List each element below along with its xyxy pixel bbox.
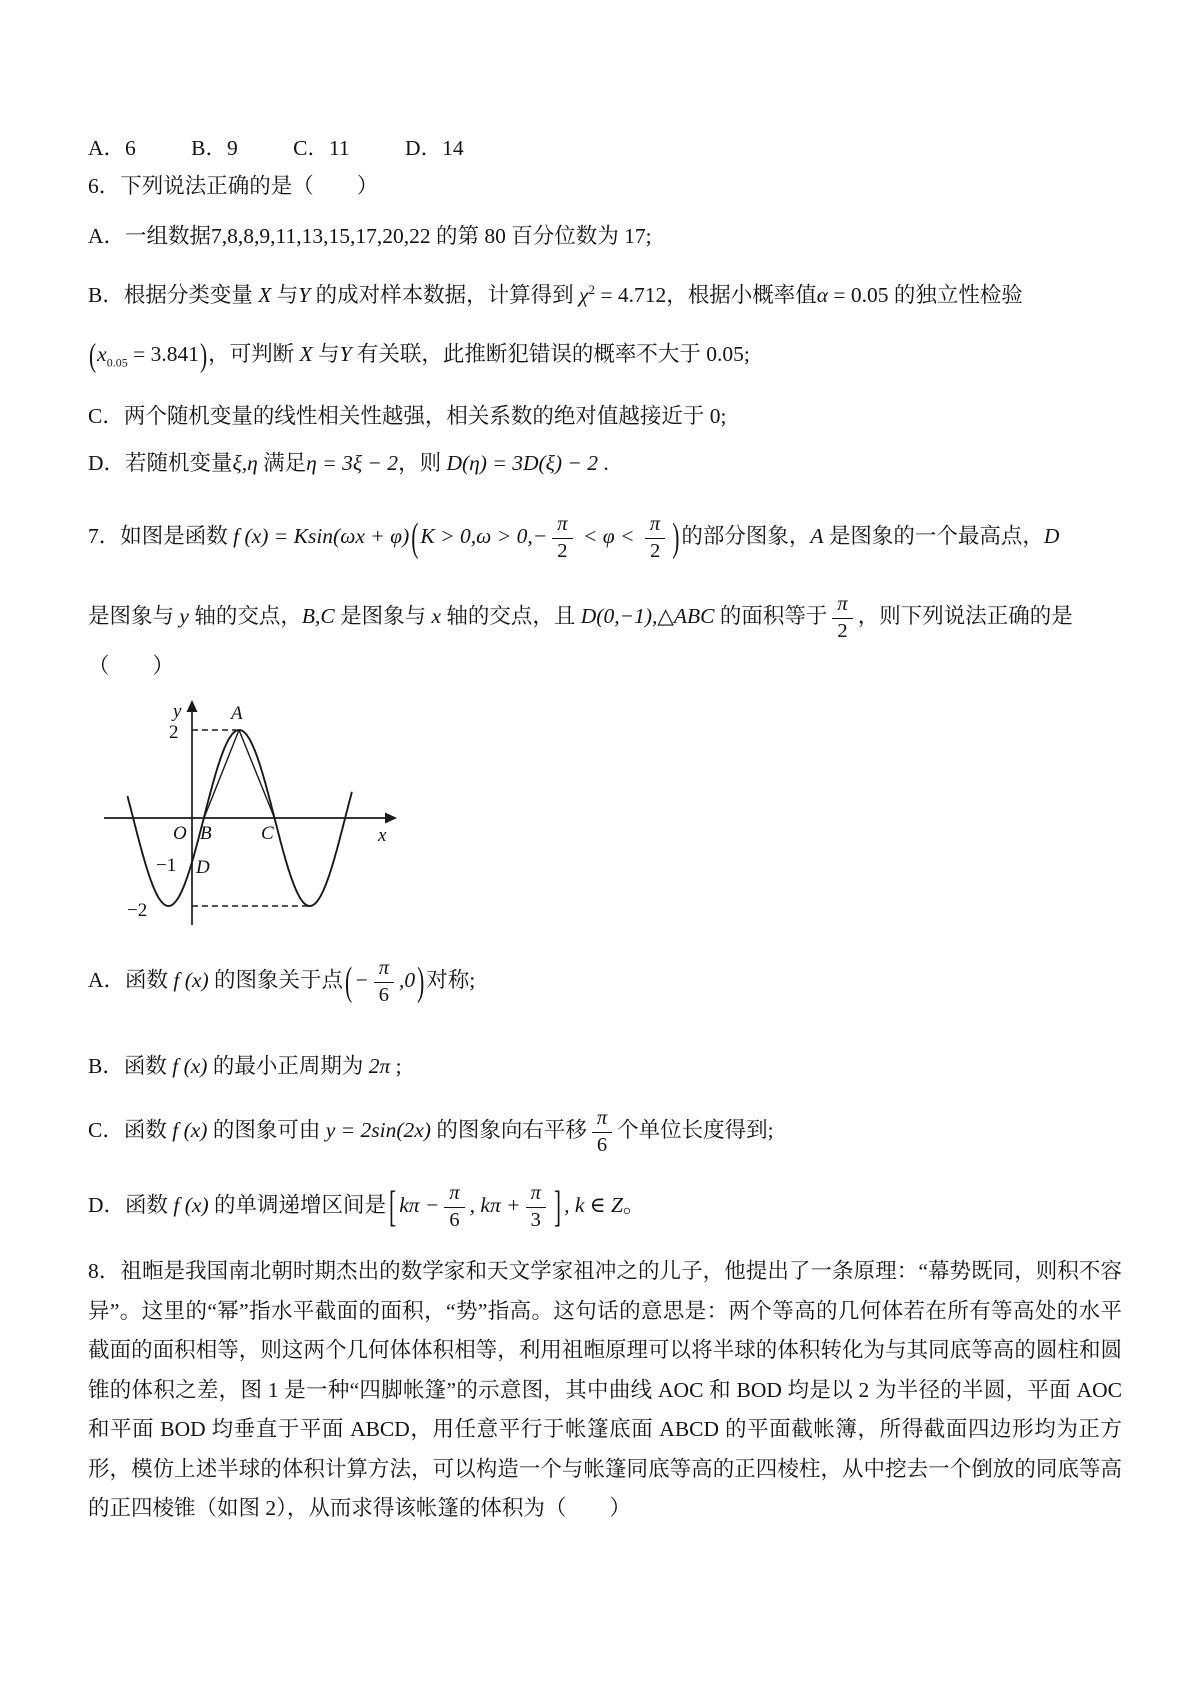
point-label-D: D (196, 857, 210, 878)
q6d-text: D．若随机变量 (88, 451, 233, 475)
q6b-text: 与 (271, 283, 299, 308)
left-paren: ( (345, 958, 353, 1004)
denominator: 3 (530, 1208, 541, 1231)
alpha-symbol: α (816, 283, 829, 308)
fx: f (x) (172, 1054, 208, 1078)
q8-line-6: 形，模仿上述半球的体积计算方法，可以构造一个与帐篷同底等高的正四棱柱，从中挖去一个倒放的同底等高 (88, 1456, 1122, 1481)
minus-sign: − (354, 967, 369, 992)
kpi-plus: , kπ + (469, 1192, 521, 1217)
q5-option-b: B．9 (191, 136, 238, 160)
var-Y: Y (298, 283, 311, 308)
q6-option-b (88, 281, 1122, 310)
q5-options-row (88, 134, 1122, 163)
fx: f (x) (172, 1117, 208, 1142)
variance-equation: D(η) = 3D(ξ) − 2 (446, 451, 599, 475)
point-label-B: B (200, 823, 212, 844)
denominator: 2 (837, 619, 848, 642)
q6b-text: = 0.05 的独立性检验 (828, 283, 1023, 308)
q6b2-text: 有关联，此推断犯错误的概率不大于 0.05; (351, 342, 750, 366)
numerator: π (645, 514, 665, 539)
point-D: D (1043, 523, 1060, 548)
right-paren: ) (417, 958, 425, 1004)
fraction-pi-6 (592, 1108, 612, 1156)
fraction-pi-2 (832, 594, 852, 642)
numerator: π (592, 1108, 612, 1133)
fx: f (x) (173, 1192, 209, 1217)
denominator: 2 (649, 539, 661, 562)
right-paren: ) (672, 514, 680, 560)
y-2sin2x: y = 2sin(2x) (325, 1117, 431, 1142)
q7-answer-blank: （ ） (88, 654, 175, 678)
q7c-text: 个单位长度得到; (617, 1117, 774, 1142)
kpi-minus: kπ − (399, 1192, 440, 1217)
q7d-text: 。 (623, 1192, 645, 1217)
q7-trig-graph-figure (100, 695, 400, 943)
q7b-text: 的最小正周期为 (207, 1054, 369, 1078)
q6d-text: . (598, 451, 609, 475)
q7s2-text: 轴的交点，且 (441, 603, 581, 628)
period-2pi: 2π (368, 1054, 391, 1078)
constraints: K > 0,ω > 0,− (420, 523, 548, 548)
q7s1-text: 是图象的一个最高点， (823, 523, 1044, 548)
x-axis-arrow (385, 813, 397, 824)
q7a-text: A．函数 (88, 967, 174, 992)
q6-option-c: C．两个随机变量的线性相关性越强，相关系数的绝对值越接近于 0; (88, 404, 727, 428)
function-formula: f (x) = Ksin(ωx + φ) (233, 523, 410, 548)
fraction-pi-2 (645, 514, 665, 562)
points-BC: B,C (301, 603, 335, 628)
fraction-pi-3 (526, 1183, 546, 1231)
denominator: 2 (557, 539, 568, 562)
q8-line-1: 8．祖暅是我国南北朝时期杰出的数学家和天文学家祖冲之的儿子，他提出了一条原理：“幕势既同，则积不容 (88, 1259, 1122, 1283)
q7s1-text: 7．如图是函数 (88, 523, 234, 548)
q8-line-3: 截面的面积相等，则这两个几何体体积相等，利用祖暅原理可以将半球的体积转化为与其同底等高的圆柱和圆 (88, 1338, 1122, 1362)
numerator: π (552, 514, 572, 539)
q7s2-text: 的面积等于 (714, 603, 828, 628)
q7s2-text: 轴的交点， (188, 603, 302, 628)
q7-option-b (88, 1052, 1122, 1081)
point-A: A (810, 523, 824, 548)
q7s2-text: 是图象与 (334, 603, 432, 628)
tick-label-2: 2 (169, 722, 179, 743)
q6b-text: B．根据分类变量 (88, 283, 259, 308)
tick-label-neg1: −1 (156, 855, 177, 876)
q6-option-b-cont (88, 337, 1122, 374)
q6-option-d (88, 449, 1122, 478)
origin-label-O: O (173, 823, 187, 844)
right-paren: ) (199, 337, 208, 374)
numerator: π (444, 1183, 464, 1208)
chi-symbol: χ (578, 283, 589, 308)
axis-label-y: y (173, 701, 182, 722)
q7s1-text: 的部分图象， (681, 523, 811, 548)
point-label-A: A (231, 703, 243, 724)
var-x: x (431, 603, 441, 628)
triangle-side-AC (239, 730, 275, 818)
left-paren: ( (89, 337, 97, 374)
q7b-text: B．函数 (88, 1054, 173, 1078)
q7a-text: 的图象关于点 (208, 967, 344, 992)
numerator: π (374, 958, 394, 983)
q6b2-text: 与 (312, 342, 340, 366)
q6d-text: 满足 (257, 451, 307, 475)
numerator: π (832, 594, 852, 619)
q8-line-4: 锥的体积之差，图 1 是一种“四脚帐篷”的示意图，其中曲线 AOC 和 BOD 均是以 2 为半径的半圆，平面 AOC (88, 1377, 1122, 1402)
left-bracket: [ (389, 1181, 397, 1230)
q8-paragraph (88, 1252, 1122, 1529)
tick-label-neg2: −2 (127, 900, 148, 921)
var-x: x (97, 342, 107, 366)
triangle-side-AB (204, 730, 239, 818)
q5-option-a: A．6 (88, 136, 136, 160)
denominator: 6 (378, 983, 389, 1006)
var-X: X (258, 283, 272, 308)
eta-equation: η = 3ξ − 2 (306, 451, 399, 475)
q8-line-2: 异”。这里的“幂”指水平截面的面积，“势”指高。这句话的意思是：两个等高的几何体若在所有等高处的水平 (88, 1298, 1122, 1323)
numerator: π (526, 1183, 546, 1208)
q6b-text: = 4.712，根据小概率值 (594, 283, 817, 308)
k-in-Z: , k ∈ Z (564, 1192, 623, 1217)
q7s2-text: ，则下列说法正确的是 (857, 603, 1073, 628)
q7c-text: C．函数 (88, 1117, 173, 1142)
q7-stem-line2 (88, 594, 1122, 642)
q7-option-a (88, 958, 1122, 1006)
q6-stem: 6．下列说法正确的是（ ） (88, 174, 379, 198)
x-subscript: 0.05 (106, 355, 128, 370)
comma-zero: ,0 (398, 967, 416, 992)
q5-option-c: C．11 (293, 136, 350, 160)
var-X: X (299, 342, 313, 366)
q7a-text: 对称; (426, 967, 476, 992)
denominator: 6 (449, 1208, 460, 1231)
var-y: y (179, 603, 189, 628)
q6b-text: 的成对样本数据，计算得到 (310, 283, 579, 308)
q7d-text: 的单调递增区间是 (208, 1192, 387, 1217)
q7d-text: D．函数 (88, 1192, 174, 1217)
y-axis-arrow (187, 700, 198, 712)
q7c-text: 的图象向右平移 (430, 1117, 587, 1142)
q8-line-5: 和平面 BOD 均垂直于平面 ABCD，用任意平行于帐篷底面 ABCD 的平面截帐簿，所得截面四边形均为正方 (88, 1417, 1122, 1441)
q7c-text: 的图象可由 (207, 1117, 326, 1142)
phi-range: < φ < (577, 523, 640, 548)
fx: f (x) (173, 967, 209, 992)
q6b2-text: ，可判断 (208, 342, 300, 366)
fraction-pi-6 (374, 958, 394, 1006)
q7b-text: ; (390, 1054, 402, 1078)
q8-line-7: 的正四棱锥（如图 2），从而求得该帐篷的体积为（ ） (88, 1496, 631, 1520)
denominator: 6 (596, 1133, 608, 1156)
q7-stem-line1 (88, 514, 1122, 562)
q5-option-d: D．14 (405, 136, 464, 160)
q7s2-text: 是图象与 (88, 603, 180, 628)
point-label-C: C (261, 823, 274, 844)
left-paren: ( (411, 514, 419, 560)
q6b2-text: = 3.841 (127, 342, 199, 366)
var-Y: Y (339, 342, 352, 366)
fraction-pi-6 (444, 1183, 464, 1231)
right-bracket: ] (553, 1181, 562, 1230)
q6-option-a: A．一组数据7,8,8,9,11,13,15,17,20,22 的第 80 百分位数为 17; (88, 224, 652, 248)
axis-label-x: x (378, 825, 387, 846)
var-xi-eta: ξ,η (232, 451, 258, 475)
q7-option-d (88, 1183, 1122, 1231)
chi-exponent: 2 (588, 282, 595, 297)
q6d-text: ，则 (398, 451, 447, 475)
point-D-triangle: D(0,−1),△ABC (580, 603, 715, 628)
fraction-pi-2 (552, 514, 572, 562)
q7-option-c (88, 1108, 1122, 1156)
